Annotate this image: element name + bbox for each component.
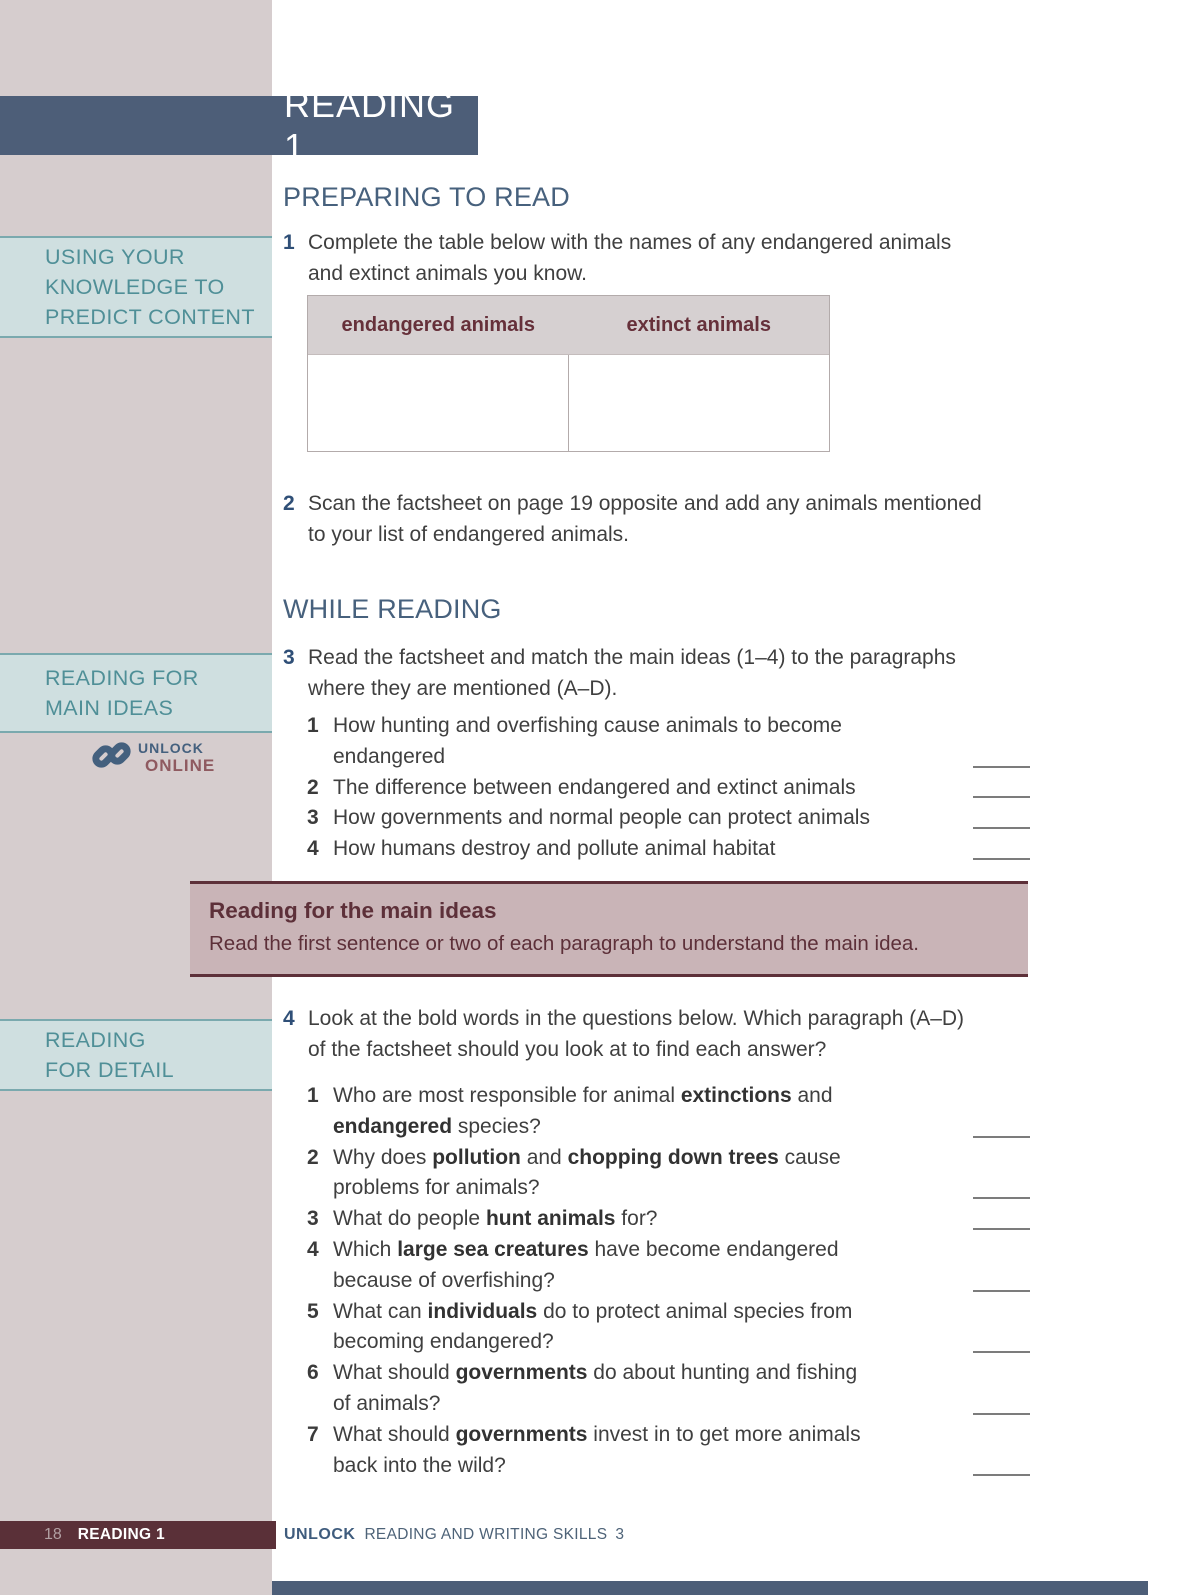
list-item [307,834,1030,865]
answer-blank[interactable] [973,1290,1030,1292]
item-text: Which large sea creatures have become endangered because of overfishing? [333,1237,839,1292]
item-number: 7 [307,1422,319,1446]
table-body-row [308,355,829,451]
list-item [307,1235,1030,1297]
answer-blank[interactable] [973,766,1030,768]
item-number: 1 [307,714,319,737]
sidebar-label-reading-for-detail [0,1019,272,1091]
page-banner [0,83,478,167]
exercise-instructions: Look at the bold words in the questions below. Which paragraph (A–D) of the factsheet should you look at to find each answer? [308,1007,965,1061]
table-cell-extinct[interactable] [569,355,830,451]
sidebar-label-main-ideas [0,653,272,733]
exercise-3-items [307,711,1030,865]
sidebar-label-line: READING [45,1028,146,1052]
item-text: Why does pollution and chopping down trees cause problems for animals? [333,1145,841,1200]
answer-blank[interactable] [973,1136,1030,1138]
list-item [307,1297,1030,1359]
answer-blank[interactable] [973,858,1030,860]
table-cell-endangered[interactable] [308,355,569,451]
answer-blank[interactable] [973,1197,1030,1199]
strategy-box [190,881,1028,977]
sidebar-label-predict-content [0,236,272,338]
footer-series-title: READING AND WRITING SKILLS [364,1526,608,1543]
sidebar-label-line: MAIN IDEAS [45,696,174,720]
list-item [307,803,1030,834]
logo-unlock-text: UNLOCK [138,740,204,756]
footer-page-bar [0,1521,276,1549]
exercise-instructions: Scan the factsheet on page 19 opposite and add any animals mentioned to your list of endangered animals. [308,492,982,546]
list-item [307,1420,1030,1482]
list-item [307,1204,1030,1235]
item-text: How governments and normal people can protect animals [333,806,870,830]
animals-table [307,295,830,452]
exercise-1 [283,227,1020,289]
exercise-4-items [307,1081,1030,1481]
item-number: 3 [307,806,319,830]
exercise-instructions: Read the factsheet and match the main ideas (1–4) to the paragraphs where they are mentioned (A–D). [308,646,956,700]
logo-online-text: ONLINE [145,756,216,775]
footer-section-label: READING 1 [77,1526,165,1543]
unlock-online-logo [92,735,215,780]
bottom-edge-bar [272,1581,1148,1595]
exercise-instructions: Complete the table below with the names of any endangered animals and extinct animals you know. [308,231,952,285]
heading-while-reading: WHILE READING [283,594,502,624]
list-item [307,1358,1030,1420]
item-number: 4 [307,1237,319,1261]
answer-blank[interactable] [973,1474,1030,1476]
item-text: The difference between endangered and extinct animals [333,775,856,799]
exercise-number: 2 [283,492,295,515]
item-number: 6 [307,1361,319,1385]
item-number: 1 [307,1084,319,1107]
chain-links-icon [92,735,132,780]
table-header-row [308,296,829,355]
sidebar-label-line: READING FOR [45,666,199,690]
strategy-title: Reading for the main ideas [209,898,497,923]
answer-blank[interactable] [973,827,1030,829]
exercise-number: 3 [283,646,295,669]
footer-brand: UNLOCK [284,1526,356,1543]
list-item [307,1081,1030,1143]
exercise-number: 1 [283,231,295,254]
sidebar-label-line: PREDICT CONTENT [45,305,255,329]
item-text: How hunting and overfishing cause animals to become endangered [333,714,842,768]
item-text: What should governments do about hunting and fishing of animals? [333,1361,858,1415]
item-number: 2 [307,1145,319,1169]
exercise-2 [283,488,1020,550]
sidebar-label-line: KNOWLEDGE TO [45,275,225,299]
answer-blank[interactable] [973,1351,1030,1353]
answer-blank[interactable] [973,1413,1030,1415]
exercise-3 [283,642,1020,704]
list-item [307,1143,1030,1205]
page-number: 18 [44,1526,62,1543]
sidebar-label-line: USING YOUR [45,245,185,269]
item-number: 2 [307,775,319,799]
item-number: 3 [307,1207,319,1231]
item-number: 4 [307,837,319,861]
table-header-cell: extinct animals [626,314,771,336]
footer-series-level: 3 [615,1526,624,1543]
item-number: 5 [307,1299,319,1323]
item-text: Who are most responsible for animal extinctions and endangered species? [333,1084,833,1138]
answer-blank[interactable] [973,1228,1030,1230]
exercise-number: 4 [283,1007,295,1030]
banner-title: READING 1 [284,83,456,167]
heading-preparing-to-read: PREPARING TO READ [283,182,570,212]
table-header-cell: endangered animals [341,314,535,336]
strategy-body: Read the first sentence or two of each paragraph to understand the main idea. [209,932,919,955]
item-text: How humans destroy and pollute animal habitat [333,837,776,861]
item-text: What do people hunt animals for? [333,1207,658,1231]
item-text: What should governments invest in to get more animals back into the wild? [333,1422,861,1477]
footer-series-bar [284,1521,624,1549]
sidebar-label-line: FOR DETAIL [45,1058,175,1082]
item-text: What can individuals do to protect animal species from becoming endangered? [333,1299,853,1354]
answer-blank[interactable] [973,796,1030,798]
exercise-4 [283,1003,1020,1065]
list-item [307,711,1030,773]
list-item [307,773,1030,804]
